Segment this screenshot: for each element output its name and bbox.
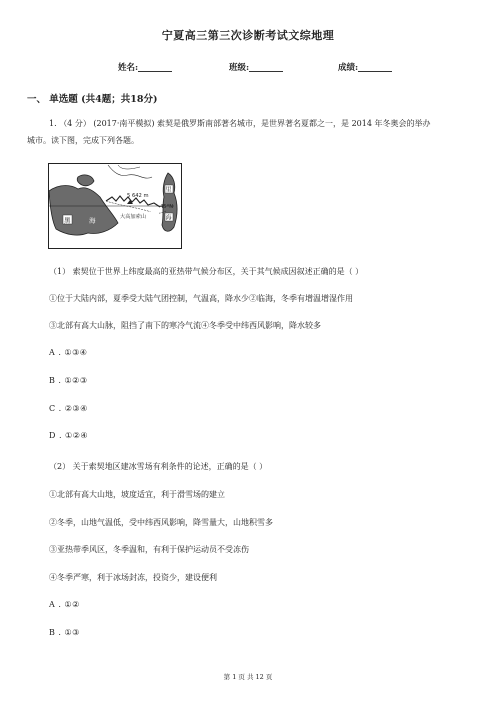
sea-label-caspian: 海	[165, 214, 172, 222]
sub1-statement-1: ①位于大陆内部，夏季受大陆气团控制，气温高，降水少②临海，冬季有增温增湿作用	[49, 294, 353, 303]
sub1-statement-2: ③北部有高大山脉，阻挡了南下的寒冷气流④冬季受中纬西风影响，降水较多	[49, 321, 321, 330]
mountain-label: 大高加索山	[120, 214, 146, 220]
class-label: 班级:	[229, 63, 250, 73]
sub2-statement-2: ②冬季，山地气温低，受中纬西风影响，降雪量大，山地积雪多	[49, 518, 273, 527]
score-field	[338, 61, 392, 73]
sub1-option-d[interactable]: D . ①②④	[49, 431, 89, 440]
sub2-statement-3: ③亚热带季风区，冬季温和，有利于保护运动员不受冻伤	[49, 545, 249, 554]
page-title: 宁夏高三第三次诊断考试文综地理	[161, 29, 335, 42]
sub2-stem: （2） 关于索契地区建冰雪场有利条件的论述，正确的是（ ）	[49, 462, 268, 471]
page-footer: 第 1 页 共 12 页	[223, 673, 273, 681]
sub1-stem: （1） 索契位于世界上纬度最高的亚热带气候分布区，关于其气候成因叙述正确的是（ ）	[49, 267, 364, 276]
name-field	[118, 61, 172, 73]
question-1-line2: 城市。读下图，完成下列各题。	[27, 136, 139, 145]
sub1-option-b[interactable]: B . ①②③	[49, 376, 88, 385]
question-text: （4 分） (2017·南平模拟) 索契是俄罗斯南部著名城市，是世界著名夏都之一，是 2014 年冬奥会的举办	[59, 119, 431, 128]
latitude-label: 45°N	[160, 204, 174, 210]
score-label: 成绩:	[338, 63, 359, 73]
sub2-option-b[interactable]: B . ①③	[49, 628, 80, 637]
peak-elev-label: 5 642 m	[127, 193, 149, 199]
name-blank	[138, 62, 172, 72]
class-field	[229, 61, 283, 73]
map-figure	[48, 163, 182, 249]
score-blank	[358, 62, 392, 72]
name-label: 姓名:	[118, 63, 139, 73]
sea-label-li: 里	[165, 186, 172, 194]
sub1-option-c[interactable]: C . ②③④	[49, 404, 88, 413]
sea-label-hai: 海	[89, 216, 96, 225]
question-1-line1	[49, 118, 431, 129]
question-number: 1.	[49, 119, 57, 128]
sub2-option-a[interactable]: A . ①②	[49, 600, 80, 609]
sub2-statement-1: ①北部有高大山地，坡度适宜，利于滑雪场的建立	[49, 490, 225, 499]
sea-label-black: 黑	[64, 216, 71, 225]
sub2-statement-4: ④冬季严寒，利于冰场封冻，投资少，建设便利	[49, 573, 217, 582]
section-heading: 一、 单选题 (共4题；共18分)	[27, 94, 158, 105]
sub1-option-a[interactable]: A . ①③④	[49, 348, 88, 357]
class-blank	[249, 62, 283, 72]
